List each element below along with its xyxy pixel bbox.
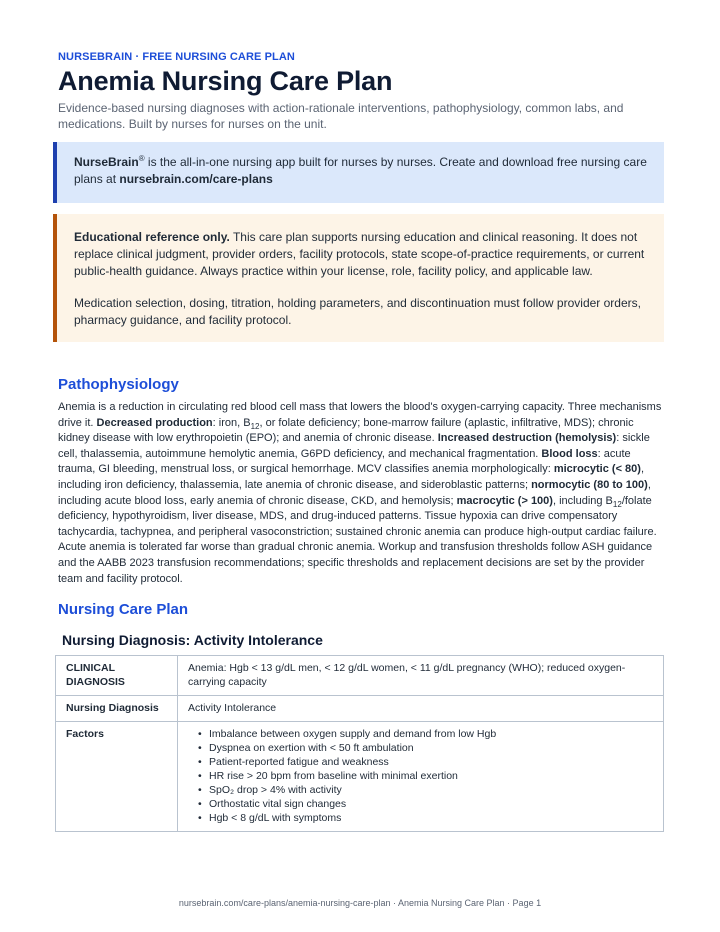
- text-run: , or folate deficiency; bone-marrow failure (aplastic, infiltrative, MDS); chronic kidney disease with low erythropoietin (EPO); and anemia of chronic disease.: [58, 416, 634, 445]
- page-footer: nursebrain.com/care-plans/anemia-nursing-care-plan · Anemia Nursing Care Plan · Page 1: [178, 898, 542, 908]
- bold-term: normocytic (80 to 100): [531, 478, 648, 491]
- text-run: , including acute blood loss, early anemia of chronic disease, CKD, and hemolysis;: [58, 478, 651, 507]
- disclaimer-body: This care plan supports nursing education and clinical reasoning. It does not replace clinical judgment, provider orders, facility protocols, state scope-of-practice requirements, or current public-health guidance. Always practice within your license, role, facility policy, and applicable law.: [74, 230, 645, 278]
- list-item: • HR rise > 20 bpm from baseline with minimal exertion: [200, 769, 653, 783]
- subscript: 12: [612, 499, 622, 509]
- text-run: /folate deficiency, hypothyroidism, liver disease, MDS, and drug-induced patterns. Tissue hypoxia can drive compensatory tachycardia, tachypnea, and peripheral vasoconstriction; sustained chronic anemia can produce high-output cardiac failure. Acute anemia is tolerated far worse than gradual chronic anemia. Workup and transfusion thresholds follow ASH guidance and the AABB 2023 transfusion recommendations; specific thresholds and replacement decisions are set by the provider team and facility protocol.: [58, 494, 657, 585]
- factors-label: Factors: [56, 722, 178, 832]
- list-item: • Dyspnea on exertion with < 50 ft ambulation: [200, 741, 653, 755]
- eyebrow-label: NURSEBRAIN · FREE NURSING CARE PLAN: [58, 51, 295, 63]
- promo-callout: [53, 142, 664, 203]
- page-subtitle: Evidence-based nursing diagnoses with action-rationale interventions, pathophysiology, common labs, and medications. Built by nurses for nurses on the unit.: [58, 101, 624, 131]
- promo-brand: NurseBrain: [74, 155, 139, 169]
- factors-list: [188, 727, 653, 825]
- pathophysiology-text: [58, 400, 664, 587]
- nursing-diagnosis-value: Activity Intolerance: [178, 696, 664, 722]
- bold-term: Decreased production: [96, 416, 213, 429]
- text-run: : iron, B: [212, 416, 251, 429]
- list-item: • Hgb < 8 g/dL with symptoms: [200, 811, 653, 825]
- clinical-diagnosis-value: Anemia: Hgb < 13 g/dL men, < 12 g/dL women, < 11 g/dL pregnancy (WHO); reduced oxygen-carrying capacity: [178, 656, 664, 696]
- table-row: [56, 656, 664, 696]
- clinical-diagnosis-label: CLINICAL DIAGNOSIS: [56, 656, 178, 696]
- text-run: : sickle cell, thalassemia, autoimmune hemolytic anemia, G6PD deficiency, and mechanical fragmentation.: [58, 432, 650, 460]
- disclaimer-text: [74, 229, 650, 280]
- list-item: • Patient-reported fatigue and weakness: [200, 755, 653, 769]
- pathophysiology-heading: Pathophysiology: [58, 376, 179, 393]
- diagnosis-heading: Nursing Diagnosis: Activity Intolerance: [62, 632, 323, 648]
- medication-note: Medication selection, dosing, titration, holding parameters, and discontinuation must follow provider orders, pharmacy guidance, and facility protocol.: [74, 296, 641, 327]
- bold-term: Increased destruction (hemolysis): [437, 432, 617, 445]
- text-run: Anemia is a reduction in circulating red blood cell mass that lowers the blood's oxygen-carrying capacity. Three mechanisms drive it.: [58, 401, 662, 429]
- table-row: [56, 722, 664, 832]
- bold-term: Blood loss: [541, 447, 598, 460]
- list-item: • SpO₂ drop > 4% with activity: [200, 783, 653, 797]
- bold-term: macrocytic (> 100): [456, 494, 553, 507]
- text-run: , including iron deficiency, thalassemia, late anemia of chronic disease, and sideroblastic patterns;: [58, 463, 645, 491]
- factors-cell: [178, 722, 664, 832]
- bold-term: microcytic (< 80): [553, 463, 641, 476]
- subscript: 12: [250, 421, 260, 431]
- care-plan-heading: Nursing Care Plan: [58, 601, 189, 618]
- list-item: • Imbalance between oxygen supply and demand from low Hgb: [200, 727, 653, 741]
- promo-link[interactable]: nursebrain.com/care-plans: [119, 172, 273, 186]
- table-row: [56, 696, 664, 722]
- care-plan-table: [55, 655, 664, 832]
- nursing-diagnosis-label: Nursing Diagnosis: [56, 696, 178, 722]
- disclaimer-callout: [53, 214, 664, 342]
- list-item: • Orthostatic vital sign changes: [200, 797, 653, 811]
- disclaimer-lead: Educational reference only.: [74, 230, 230, 244]
- page-title: Anemia Nursing Care Plan: [58, 66, 393, 96]
- text-run: : acute trauma, GI bleeding, menstrual loss, or surgical hemorrhage. MCV classifies anemia morphologically:: [58, 447, 631, 476]
- promo-text: [74, 154, 650, 188]
- promo-body: is the all-in-one nursing app built for nurses by nurses. Create and download free nursing care plans at: [74, 155, 647, 186]
- registered-mark: ®: [138, 154, 145, 163]
- text-run: , including B: [552, 494, 613, 507]
